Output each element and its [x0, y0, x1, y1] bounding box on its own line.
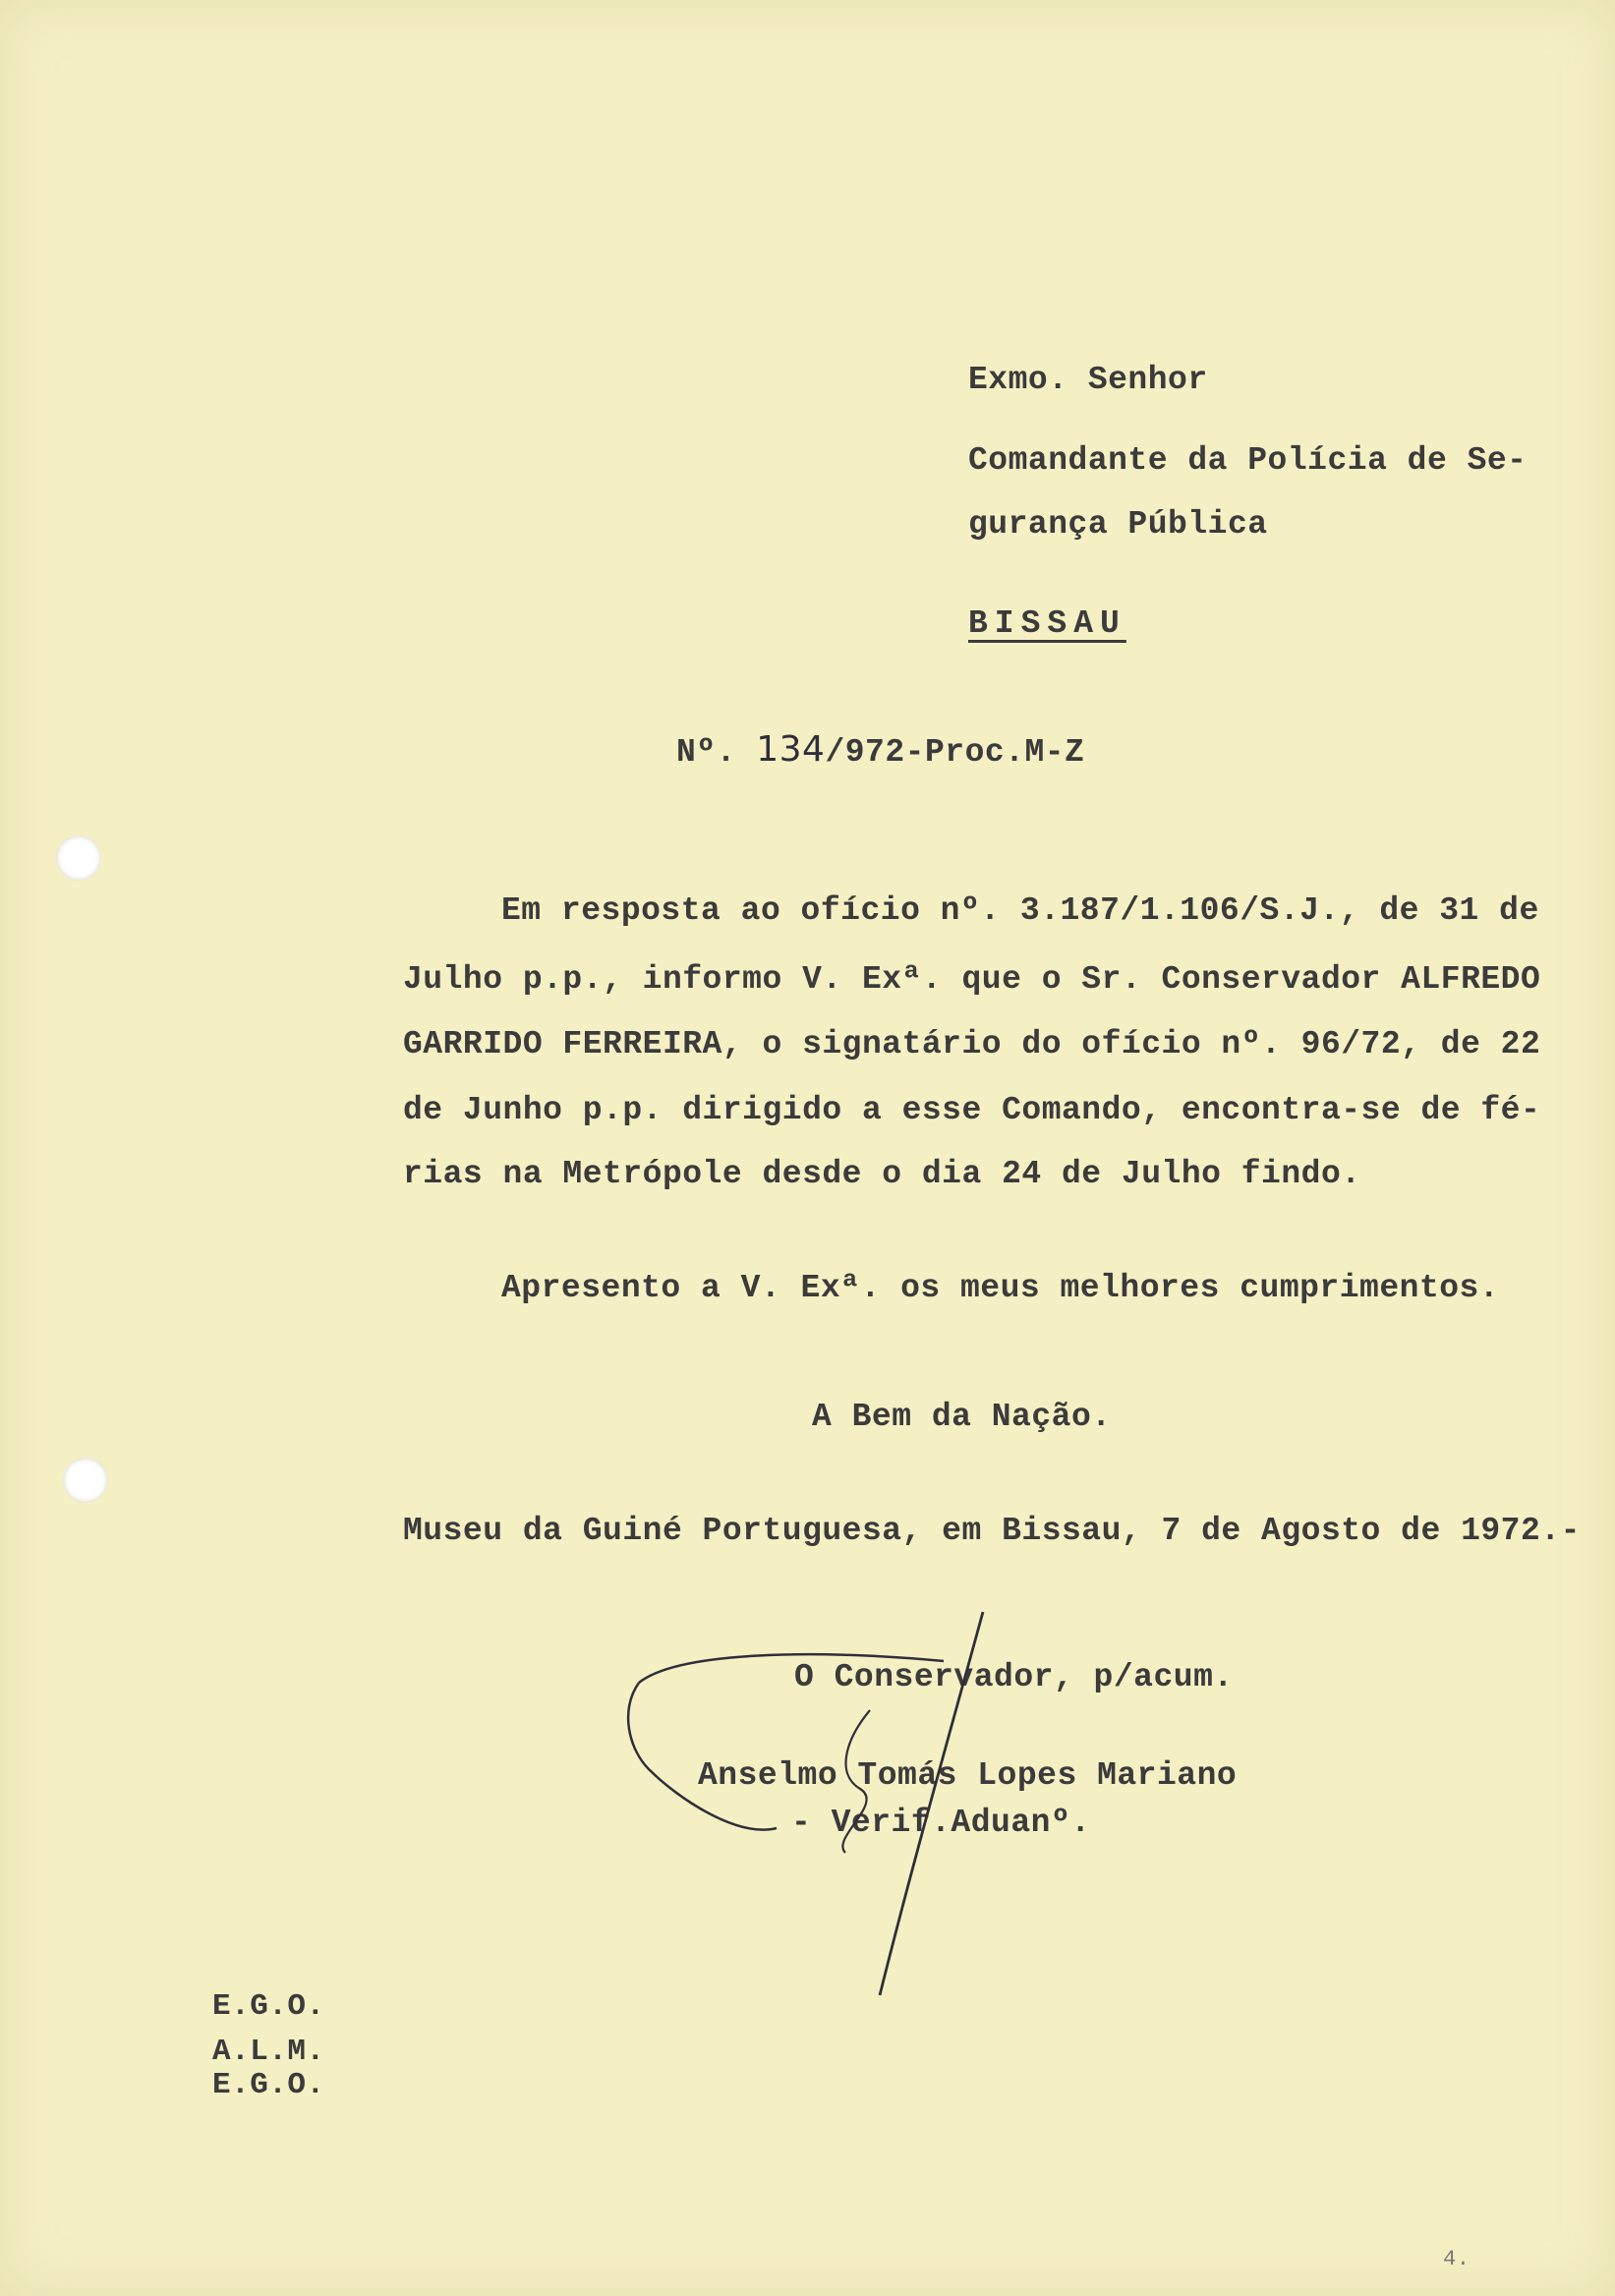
signatory-title: - Verif.Aduanº. [791, 1805, 1091, 1841]
signatory-name: Anselmo Tomás Lopes Mariano [698, 1757, 1238, 1794]
reference-suffix: /972-Proc.M-Z [825, 734, 1085, 771]
initials-1: E.G.O. [212, 1989, 325, 2024]
reference-number [676, 729, 1085, 771]
motto: A Bem da Nação. [812, 1399, 1112, 1435]
body-line-3: GARRIDO FERREIRA, o signatário do ofício nº. 96/72, de 22 [403, 1026, 1541, 1062]
initials-2: A.L.M. [212, 2035, 325, 2069]
signature-role: O Conservador, p/acum. [794, 1659, 1234, 1695]
body-line-1: Em resposta ao ofício nº. 3.187/1.106/S.J., de 31 de [501, 892, 1539, 929]
body-line-4: de Junho p.p. dirigido a esse Comando, encontra-se de fé- [403, 1092, 1541, 1128]
salutation: Exmo. Senhor [968, 362, 1208, 398]
punch-hole-top [56, 835, 101, 881]
handwritten-signature [619, 1602, 993, 2015]
recipient-city: BISSAU [968, 605, 1126, 642]
recipient-line-2: gurança Pública [968, 506, 1268, 543]
place-date: Museu da Guiné Portuguesa, em Bissau, 7 de Agosto de 1972.- [403, 1513, 1581, 1549]
recipient-line-1: Comandante da Polícia de Se- [968, 442, 1528, 479]
reference-prefix: Nº. [676, 734, 736, 771]
body-line-2: Julho p.p., informo V. Exª. que o Sr. Conservador ALFREDO [403, 961, 1541, 998]
body-line-5: rias na Metrópole desde o dia 24 de Julho findo. [403, 1156, 1361, 1192]
initials-3: E.G.O. [212, 2068, 325, 2102]
punch-hole-bottom [63, 1458, 108, 1503]
closing-line: Apresento a V. Exª. os meus melhores cumprimentos. [501, 1270, 1500, 1306]
corner-mark: 4. [1443, 2247, 1471, 2271]
reference-handwritten-number: 134 [756, 729, 826, 770]
